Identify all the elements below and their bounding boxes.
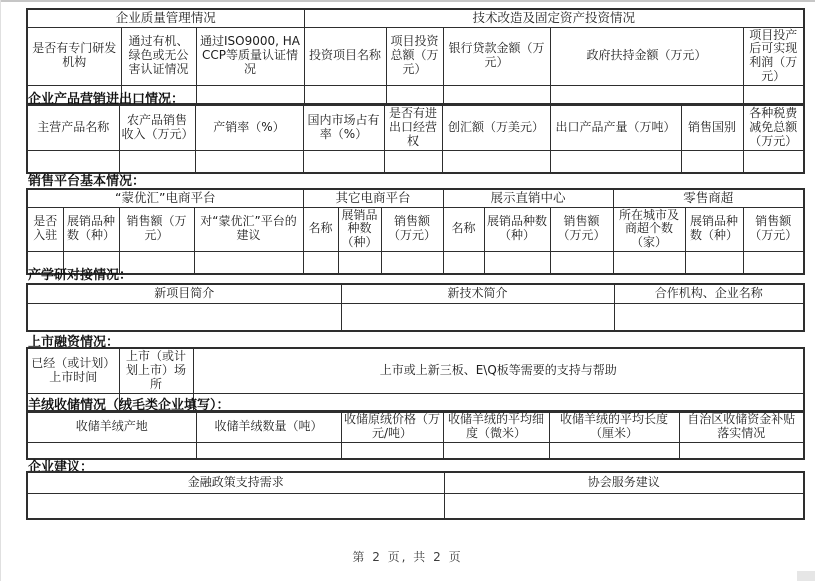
enterprise-suggestions-table bbox=[26, 471, 805, 520]
header-cell: 已经（或计划）上市时间 bbox=[27, 348, 119, 393]
empty-cell bbox=[442, 150, 550, 173]
empty-cell bbox=[443, 443, 549, 460]
marketing-import-export-table bbox=[26, 104, 805, 174]
header-cell: 展销品种数（种） bbox=[63, 207, 119, 252]
page-edge-artifact-bottom-right bbox=[797, 571, 815, 581]
header-cell: 收储原绒价格（万元/吨） bbox=[341, 411, 443, 443]
header-cell: 收储羊绒的平均细度（微米） bbox=[443, 411, 549, 443]
empty-cell bbox=[384, 150, 442, 173]
blank-entry-row bbox=[27, 443, 804, 460]
header-cell: 合作机构、企业名称 bbox=[614, 284, 804, 304]
header-cell: 是否有进出口经营权 bbox=[384, 105, 442, 150]
header-cell: 主营产品名称 bbox=[27, 105, 119, 150]
group-header-cell: 企业质量管理情况 bbox=[27, 9, 304, 27]
header-cell: 销售额（万元） bbox=[743, 207, 804, 252]
header-cell: 展销品种数（种） bbox=[338, 207, 381, 252]
empty-cell bbox=[550, 252, 613, 275]
header-cell: 收储羊绒数量（吨） bbox=[196, 411, 341, 443]
blank-entry-row bbox=[27, 494, 804, 520]
section-label-suggestions: 企业建议： bbox=[28, 460, 94, 475]
empty-cell bbox=[484, 252, 550, 275]
group-header-row bbox=[27, 189, 804, 207]
header-cell: 销售额（万元） bbox=[119, 207, 194, 252]
header-cell: 项目投产后可实现利润（万元） bbox=[743, 27, 804, 86]
header-cell: 对“蒙优汇”平台的建议 bbox=[194, 207, 303, 252]
header-cell: 收储羊绒的平均长度（厘米） bbox=[549, 411, 679, 443]
header-cell: 新技术简介 bbox=[341, 284, 614, 304]
empty-cell bbox=[303, 252, 338, 275]
empty-cell bbox=[196, 443, 341, 460]
header-cell: 投资项目名称 bbox=[304, 27, 386, 86]
header-cell: 是否有专门研发机构 bbox=[27, 27, 121, 86]
empty-cell bbox=[743, 150, 804, 173]
group-header-cell: 展示直销中心 bbox=[443, 189, 613, 207]
header-row bbox=[27, 207, 804, 252]
header-cell: 展销品种数（种） bbox=[484, 207, 550, 252]
section-label-cashmere: 羊绒收储情况（绒毛类企业填写）： bbox=[28, 398, 230, 413]
cashmere-storage-table bbox=[26, 410, 805, 460]
group-header-cell: 技术改造及固定资产投资情况 bbox=[304, 9, 804, 27]
header-row bbox=[27, 348, 804, 393]
header-cell: 展销品种数（种） bbox=[685, 207, 743, 252]
blank-entry-row bbox=[27, 304, 804, 332]
empty-cell bbox=[743, 252, 804, 275]
header-row bbox=[27, 27, 804, 86]
empty-cell bbox=[27, 494, 444, 520]
header-cell: 出口产品产量（万吨） bbox=[550, 105, 681, 150]
empty-cell bbox=[194, 252, 303, 275]
header-row bbox=[27, 284, 804, 304]
section-label-research: 产学研对接情况： bbox=[28, 268, 133, 283]
group-header-cell: 零售商超 bbox=[613, 189, 804, 207]
empty-cell bbox=[614, 304, 804, 332]
empty-cell bbox=[679, 443, 804, 460]
header-cell: 上市（或计划上市）场所 bbox=[119, 348, 193, 393]
page-edge-artifact-top bbox=[0, 0, 815, 2]
group-header-cell: “蒙优汇”电商平台 bbox=[27, 189, 303, 207]
header-cell: 政府扶持金额（万元） bbox=[550, 27, 743, 86]
group-header-cell: 其它电商平台 bbox=[303, 189, 443, 207]
header-cell: 名称 bbox=[303, 207, 338, 252]
header-cell: 协会服务建议 bbox=[444, 472, 804, 494]
sales-platform-table bbox=[26, 188, 805, 275]
empty-cell bbox=[196, 86, 304, 105]
header-cell: 上市或上新三板、E\Q板等需要的支持与帮助 bbox=[193, 348, 804, 393]
industry-academia-table bbox=[26, 283, 805, 332]
header-cell: 名称 bbox=[443, 207, 484, 252]
header-cell: 金融政策支持需求 bbox=[27, 472, 444, 494]
header-cell: 销售额（万元） bbox=[550, 207, 613, 252]
empty-cell bbox=[549, 443, 679, 460]
header-cell: 新项目简介 bbox=[27, 284, 341, 304]
empty-cell bbox=[443, 86, 550, 105]
section-label-marketing: 企业产品营销进出口情况： bbox=[28, 92, 185, 107]
header-cell: 银行贷款金额（万元） bbox=[443, 27, 550, 86]
empty-cell bbox=[685, 252, 743, 275]
section-label-listing: 上市融资情况： bbox=[28, 335, 120, 350]
header-cell: 通过有机、绿色或无公害认证情况 bbox=[121, 27, 196, 86]
empty-cell bbox=[27, 304, 341, 332]
empty-cell bbox=[381, 252, 443, 275]
empty-cell bbox=[303, 150, 384, 173]
blank-entry-row bbox=[27, 252, 804, 275]
header-cell: 各种税费减免总额（万元） bbox=[743, 105, 804, 150]
empty-cell bbox=[341, 443, 443, 460]
header-cell: 国内市场占有率（%） bbox=[303, 105, 384, 150]
empty-cell bbox=[444, 494, 804, 520]
header-cell: 项目投资总额（万元） bbox=[386, 27, 443, 86]
empty-cell bbox=[338, 252, 381, 275]
header-cell: 创汇额（万美元） bbox=[442, 105, 550, 150]
empty-cell bbox=[681, 150, 743, 173]
empty-cell bbox=[613, 252, 685, 275]
header-row bbox=[27, 411, 804, 443]
empty-cell bbox=[195, 150, 303, 173]
header-cell: 自治区收储资金补贴落实情况 bbox=[679, 411, 804, 443]
header-cell: 产销率（%） bbox=[195, 105, 303, 150]
empty-cell bbox=[304, 86, 386, 105]
empty-cell bbox=[743, 86, 804, 105]
header-cell: 收储羊绒产地 bbox=[27, 411, 196, 443]
header-cell: 通过ISO9000, HACCP等质量认证情况 bbox=[196, 27, 304, 86]
header-cell: 所在城市及商超个数（家） bbox=[613, 207, 685, 252]
page-number-footer: 第 2 页, 共 2 页 bbox=[352, 550, 463, 564]
empty-cell bbox=[386, 86, 443, 105]
header-cell: 是否入驻 bbox=[27, 207, 63, 252]
page-edge-artifact-left bbox=[0, 0, 1, 581]
empty-cell bbox=[193, 393, 804, 412]
empty-cell bbox=[550, 150, 681, 173]
empty-cell bbox=[443, 252, 484, 275]
header-row bbox=[27, 105, 804, 150]
header-cell: 农产品销售收入（万元） bbox=[119, 105, 195, 150]
header-row bbox=[27, 472, 804, 494]
empty-cell bbox=[341, 304, 614, 332]
header-cell: 销售国别 bbox=[681, 105, 743, 150]
header-cell: 销售额（万元） bbox=[381, 207, 443, 252]
section-label-platforms: 销售平台基本情况： bbox=[28, 174, 146, 189]
group-header-row bbox=[27, 9, 804, 27]
empty-cell bbox=[550, 86, 743, 105]
